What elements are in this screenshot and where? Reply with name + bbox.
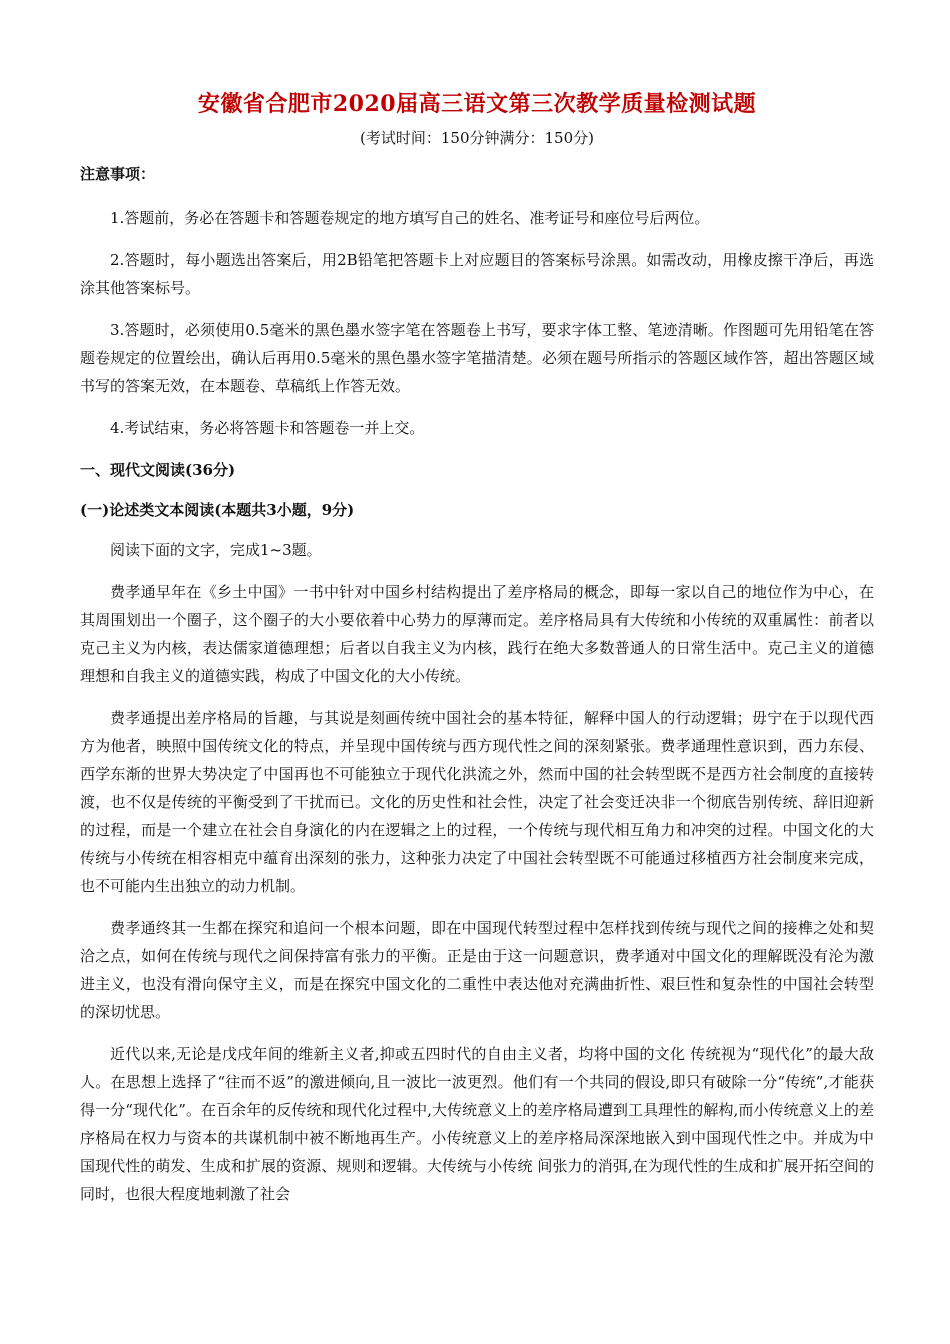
reading-instruction: 阅读下面的文字，完成1~3题。 <box>110 541 322 559</box>
subsection-heading: (一)论述类文本阅读(本题共3小题，9分) <box>80 501 355 519</box>
exam-info: (考试时间：150分钟满分：150分) <box>360 129 594 147</box>
passage-paragraph: 费孝通提出差序格局的旨趣，与其说是刻画传统中国社会的基本特征，解释中国人的行动逻辑；毋宁在于以现代西方为他者，映照中国传统文化的特点，并呈现中国传统与西方现代性之间的深刻紧张。费孝通理性意识到，西力东侵、西学东渐的世界大势决定了中国再也不可能独立于现代化洪流之外，然而中国的社会转型既不是西方社会制度的直接转渡，也不仅是传统的平衡受到了干扰而已。文化的历史性和社会性，决定了社会变迁决非一个彻底告别传统、辞旧迎新的过程，而是一个建立在社会自身演化的内在逻辑之上的过程，一个传统与现代相互角力和冲突的过程。中国文化的大传统与小传统在相容相克中蕴育出深刻的张力，这种张力决定了中国社会转型既不可能通过移植西方社会制度来完成，也不可能内生出独立的动力机制。 <box>80 709 874 895</box>
notice-heading: 注意事项： <box>80 165 156 183</box>
notice-item: 3.答题时，必须使用0.5毫米的黑色墨水签字笔在答题卷上书写，要求字体工整、笔迹清晰。作图题可先用铅笔在答题卷规定的位置绘出，确认后再用0.5毫米的黑色墨水签字笔描清楚。必须在题号所指示的答题区域作答，超出答题区域书写的答案无效，在本题卷、草稿纸上作答无效。 <box>80 321 874 395</box>
passage-paragraph: 费孝通终其一生都在探究和追问一个根本问题，即在中国现代转型过程中怎样找到传统与现代之间的接榫之处和契洽之点，如何在传统与现代之间保持富有张力的平衡。正是由于这一问题意识，费孝通对中国文化的理解既没有沦为激进主义，也没有滑向保守主义，而是在探究中国文化的二重性中表达他对充满曲折性、艰巨性和复杂性的中国社会转型的深切忧思。 <box>80 919 874 1021</box>
section-heading: 一、现代文阅读(36分) <box>80 461 236 479</box>
passage-paragraph: 近代以来,无论是戊戌年间的维新主义者,抑或五四时代的自由主义者，均将中国的文化 传统视为“现代化”的最大敌人。在思想上选择了“往而不返”的激进倾向,且一波比一波更烈。他们有一个共同的假设,即只有破除一分“传统”,才能获得一分“现代化”。在百余年的反传统和现代化过程中,大传统意义上的差序格局遭到工具理性的解构,而小传统意义上的差序格局在权力与资本的共谋机制中被不断地再生产。小传统意义上的差序格局深深地嵌入到中国现代性之中。并成为中国现代性的萌发、生成和扩展的资源、规则和逻辑。大传统与小传统 间张力的消弭,在为现代性的生成和扩展开拓空间的同时，也很大程度地刺激了社会 <box>80 1045 874 1203</box>
notice-item: 2.答题时，每小题选出答案后，用2B铅笔把答题卡上对应题目的答案标号涂黑。如需改动，用橡皮擦干净后，再选涂其他答案标号。 <box>80 251 874 297</box>
passage-paragraph: 费孝通早年在《乡土中国》一书中针对中国乡村结构提出了差序格局的概念，即每一家以自己的地位作为中心，在其周围划出一个圈子，这个圈子的大小要依着中心势力的厚薄而定。差序格局具有大传统和小传统的双重属性：前者以克己主义为内核，表达儒家道德理想；后者以自我主义为内核，践行在绝大多数普通人的日常生活中。克己主义的道德理想和自我主义的道德实践，构成了中国文化的大小传统。 <box>80 583 874 685</box>
document-title: 安徽省合肥市2020届高三语文第三次教学质量检测试题 <box>197 91 757 117</box>
notice-item: 1.答题前，务必在答题卡和答题卷规定的地方填写自己的姓名、准考证号和座位号后两位。 <box>110 209 710 227</box>
notice-item: 4.考试结束，务必将答题卡和答题卷一并上交。 <box>110 419 425 437</box>
